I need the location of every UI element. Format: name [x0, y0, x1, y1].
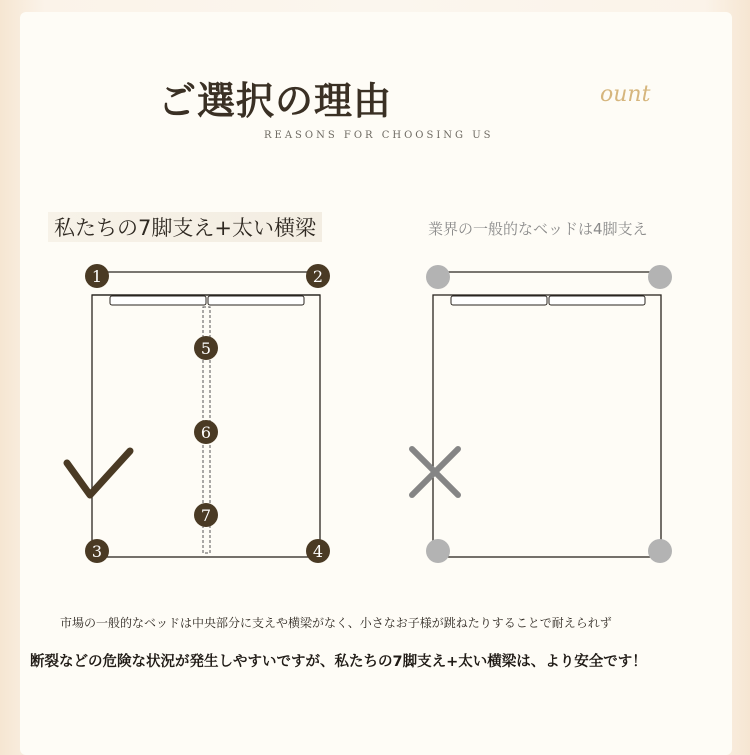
- leg-marker: [194, 336, 218, 360]
- bed-frame: [433, 295, 661, 557]
- check-icon: [67, 451, 130, 495]
- leg-marker: [306, 264, 330, 288]
- generic-bed-label: 業界の一般的なベッドは4脚支え: [428, 220, 648, 238]
- page-subtitle: REASONS FOR CHOOSING US: [264, 130, 494, 141]
- caption-line-1: 市場の一般的なベッドは中央部分に支えや横梁がなく、小さなお子様が跳ねたりすることで耐えられず: [60, 616, 612, 630]
- leg-marker: [426, 265, 450, 289]
- leg-marker: [194, 420, 218, 444]
- leg-marker: [306, 539, 330, 563]
- leg-marker: [194, 503, 218, 527]
- leg-marker: [426, 539, 450, 563]
- cross-icon: [412, 449, 458, 495]
- leg-marker: [85, 539, 109, 563]
- svg-text:2: 2: [312, 267, 324, 286]
- svg-text:6: 6: [200, 423, 212, 442]
- leg-marker: [85, 264, 109, 288]
- our-bed-label: 私たちの7脚支え+太い横梁: [48, 212, 322, 242]
- decorative-script-text: ount: [600, 82, 651, 107]
- leg-marker: [648, 539, 672, 563]
- svg-text:5: 5: [200, 339, 212, 358]
- seven-leg-bed-diagram: [55, 255, 355, 575]
- four-leg-bed-diagram: [400, 255, 700, 575]
- page-title: ご選択の理由: [158, 79, 393, 123]
- leg-marker: [648, 265, 672, 289]
- svg-text:7: 7: [200, 506, 212, 525]
- slat-left: [451, 296, 547, 305]
- svg-text:4: 4: [312, 542, 324, 561]
- svg-text:1: 1: [91, 267, 103, 286]
- slat-right: [549, 296, 645, 305]
- slat-left: [110, 296, 206, 305]
- slat-right: [208, 296, 304, 305]
- svg-text:3: 3: [91, 542, 103, 561]
- caption-line-2: 断裂などの危険な状況が発生しやすいですが、私たちの7脚支え+太い横梁は、より安全です！: [30, 654, 647, 670]
